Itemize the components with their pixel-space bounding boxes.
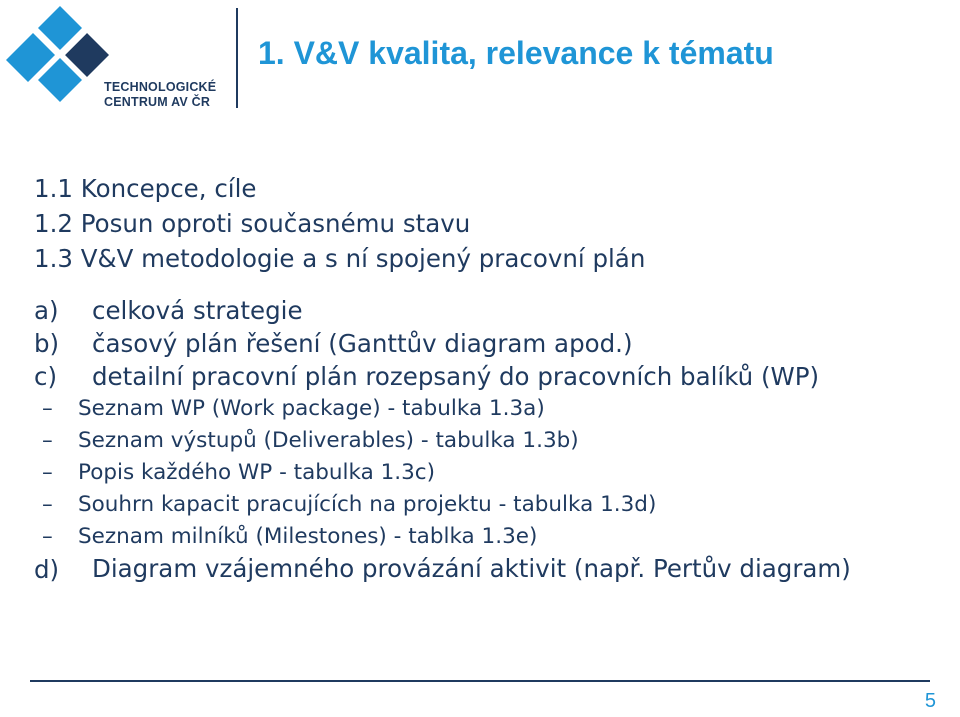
page-number: 5 [924, 690, 936, 712]
slide-title: 1. V&V kvalita, relevance k tématu [258, 35, 774, 71]
section-item: 1.1 Koncepce, cíle [34, 174, 257, 203]
list-item-text: časový plán řešení (Ganttův diagram apod.) [92, 329, 633, 358]
list-item-b [34, 327, 954, 360]
list-item-c [34, 360, 954, 393]
sublist-item-text: Seznam WP (Work package) - tabulka 1.3a) [78, 396, 545, 421]
section-item: 1.3 V&V metodologie a s ní spojený pracovní plán [34, 244, 646, 273]
sublist-container [34, 393, 954, 553]
sublist-item [34, 521, 954, 553]
list-item-d [34, 553, 954, 583]
footer-rule [30, 680, 930, 682]
list-item-a [34, 294, 954, 327]
sublist [34, 393, 954, 553]
list-item-text: celková strategie [92, 296, 303, 325]
list-item-text: detailní pracovní plán rozepsaný do pracovních balíků (WP) [92, 362, 820, 391]
dash-bullet: – [42, 428, 53, 453]
list-marker: d) [34, 555, 60, 584]
sublist-item-text: Seznam výstupů (Deliverables) - tabulka 1.3b) [78, 428, 579, 453]
list-marker: b) [34, 329, 60, 358]
logo-line-2: CENTRUM AV ČR [104, 95, 211, 109]
list-item-text: Diagram vzájemného provázání aktivit (např. Pertův diagram) [92, 554, 851, 583]
lettered-list [34, 294, 954, 583]
logo [0, 0, 240, 118]
section-list [34, 171, 645, 276]
logo-text [104, 80, 216, 110]
sublist-item [34, 393, 954, 425]
header-divider [236, 8, 238, 108]
dash-bullet: – [42, 524, 53, 549]
list-marker: c) [34, 362, 58, 391]
dash-bullet: – [42, 460, 53, 485]
sublist-item [34, 425, 954, 457]
logo-line-1: TECHNOLOGICKÉ [104, 80, 217, 94]
dash-bullet: – [42, 396, 53, 421]
sublist-item [34, 457, 954, 489]
list-marker: a) [34, 296, 59, 325]
sublist-item-text: Seznam milníků (Milestones) - tablka 1.3e) [78, 524, 538, 549]
sublist-item-text: Souhrn kapacit pracujících na projektu - tabulka 1.3d) [78, 492, 657, 517]
section-item: 1.2 Posun oproti současnému stavu [34, 209, 471, 238]
dash-bullet: – [42, 492, 53, 517]
sublist-item [34, 489, 954, 521]
logo-mark-icon [0, 0, 120, 118]
sublist-item-text: Popis každého WP - tabulka 1.3c) [78, 460, 436, 485]
